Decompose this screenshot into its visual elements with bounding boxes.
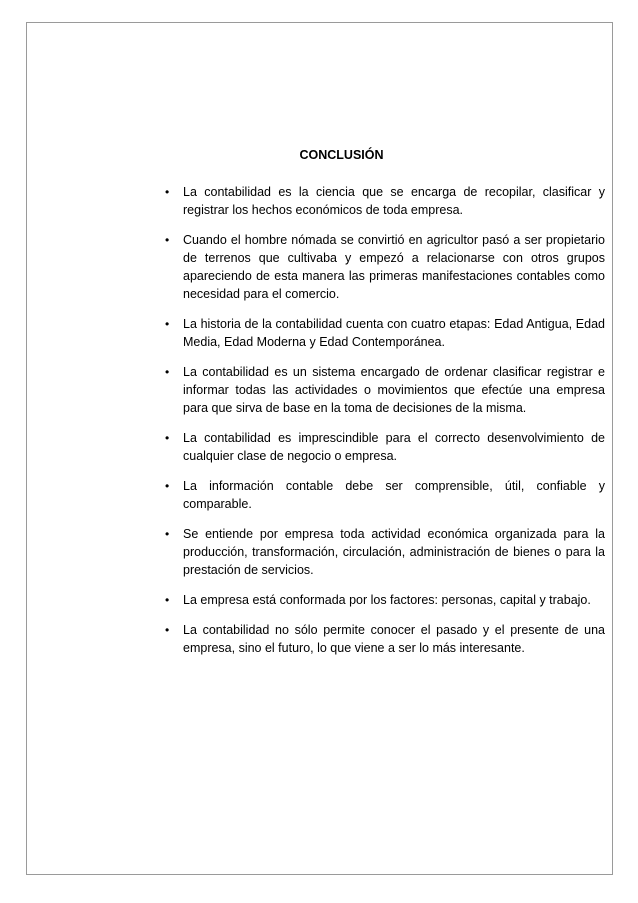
conclusion-list — [165, 183, 605, 669]
list-item — [165, 231, 605, 303]
list-item — [165, 429, 605, 465]
list-item — [165, 315, 605, 351]
bullet-icon: • — [165, 527, 170, 541]
list-item — [165, 183, 605, 219]
list-item-text: Se entiende por empresa toda actividad económica organizada para la producción, transformación, circulación, administración de bienes o para la prestación de servicios. — [183, 527, 605, 577]
list-item-text: La contabilidad es la ciencia que se encarga de recopilar, clasificar y registrar los hechos económicos de toda empresa. — [183, 185, 605, 217]
list-item-text: La empresa está conformada por los factores: personas, capital y trabajo. — [183, 593, 591, 607]
bullet-icon: • — [165, 623, 170, 637]
list-item — [165, 591, 605, 609]
list-item-text: La contabilidad no sólo permite conocer el pasado y el presente de una empresa, sino el futuro, lo que viene a ser lo más interesante. — [183, 623, 605, 655]
list-item-text: La información contable debe ser comprensible, útil, confiable y comparable. — [183, 479, 605, 511]
bullet-icon: • — [165, 593, 170, 607]
list-item-text: La contabilidad es imprescindible para el correcto desenvolvimiento de cualquier clase de negocio o empresa. — [183, 431, 605, 463]
bullet-icon: • — [165, 317, 170, 331]
list-item — [165, 477, 605, 513]
bullet-icon: • — [165, 479, 170, 493]
list-item-text: La contabilidad es un sistema encargado de ordenar clasificar registrar e informar todas las actividades o movimientos que efectúe una empresa para que sirva de base en la toma de decisiones de la misma. — [183, 365, 605, 415]
list-item-text: La historia de la contabilidad cuenta con cuatro etapas: Edad Antigua, Edad Media, Edad Moderna y Edad Contemporánea. — [183, 317, 605, 349]
bullet-icon: • — [165, 185, 170, 199]
bullet-icon: • — [165, 233, 170, 247]
bullet-icon: • — [165, 431, 170, 445]
list-item-text: Cuando el hombre nómada se convirtió en agricultor pasó a ser propietario de terrenos que cultivaba y empezó a relacionarse con otros grupos apareciendo de esta manera las primeras manifestaciones contables como necesidad para el comercio. — [183, 233, 605, 301]
list-item — [165, 363, 605, 417]
page-frame — [26, 22, 613, 875]
bullet-icon: • — [165, 365, 170, 379]
page-title: CONCLUSIÓN — [299, 148, 384, 162]
list-item — [165, 525, 605, 579]
list-item — [165, 621, 605, 657]
